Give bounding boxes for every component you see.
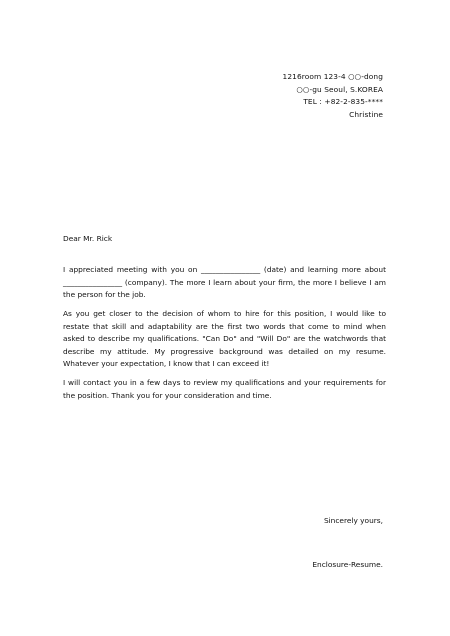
sender-address-line-1: 1216room 123-4 ○○-dong xyxy=(282,72,383,81)
sender-phone: TEL : +82-2-835-**** xyxy=(303,97,383,107)
body-paragraph-2: As you get closer to the decision of whom to hire for this position, I would like to restate that skill and adaptability are the first two words that come to mind when asked to describe my qualifications. "Can Do" and "Will Do" are the watchwords that describe my attitude. My progressive background was detailed on my resume. Whatever your expectation, I know that I can exceed it! xyxy=(63,309,386,369)
salutation: Dear Mr. Rick xyxy=(63,234,113,243)
body-paragraph-1: I appreciated meeting with you on ________________ (date) and learning more about ________________ (company). The more I learn about your firm, the more I believe I am the person for the job. xyxy=(63,265,386,300)
body-paragraph-3: I will contact you in a few days to review my qualifications and your requirements for the position. Thank you for your consideration and time. xyxy=(63,378,386,400)
sender-address-line-2: ○○-gu Seoul, S.KOREA xyxy=(296,84,383,94)
sender-address-block xyxy=(283,71,383,121)
sender-name: Christine xyxy=(349,109,383,119)
enclosure-note: Enclosure-Resume. xyxy=(312,560,383,569)
closing: Sincerely yours, xyxy=(323,516,383,525)
